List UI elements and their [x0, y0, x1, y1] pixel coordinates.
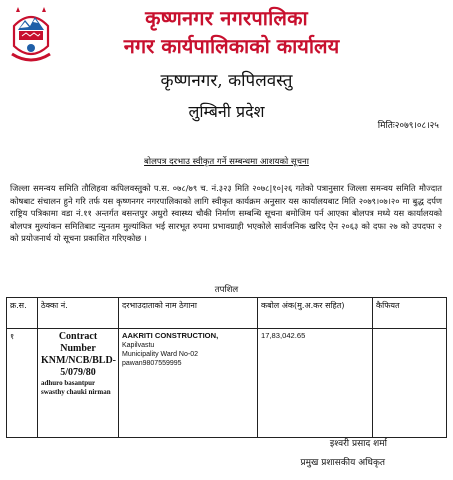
contract-description: adhuro basantpur swasthy chauki nirman — [41, 379, 111, 396]
municipality-name: कृष्णनगर नगरपालिका — [145, 6, 308, 30]
notice-subject: बोलपत्र दरभाउ स्वीकृत गर्ने सम्बन्धमा आशयको सूचना — [144, 157, 309, 167]
bidder-ward: Municipality Ward No-02 — [122, 351, 198, 358]
bid-table — [6, 297, 447, 438]
notice-body: जिल्ला समन्वय समिति तौलिहवा कपिलवस्तुको प.स. ०७८/७९ च. नं.३२३ मिति २०७८|१०|२६ गतेको पत्रानुसार जिल्ला समन्वय समिति मौज्दात कोषबाट संचालन हुने गरि तर्फ यस कृष्णनगर नगरपालिकाको लागि स्वीकृत कार्यक्रम अनुसार यस कार्यालयबाट मिति २०७९।०७।२० मा बुद्ध दर्पण राष्ट्रिय पत्रिकामा वडा नं.११ अन्तर्गत बसन्तपुर अधुरो स्वास्थ्य चौकी निर्माण सम्बन्धि सूचना बमोजिम पर्न आएका बोलपत्र मध्ये यस कार्यालयको बोलपत्र मुल्यांकन समितिबाट न्युनतम मुल्यांकित भई सारभूत रुपमा प्रभावग्राही भएकोले सार्वजनिक खरिद ऐन २०६३ को दफा २७ को उपदफा २ को प्रयोजनार्थ यो सूचना प्रकाशित गरिएकोछ । — [10, 183, 442, 243]
table-header-row — [7, 298, 447, 329]
header-bidder: दरभाउदाताको नाम ठेगाना — [119, 298, 258, 329]
signatory-title: प्रमुख प्रशासकीय अधिकृत — [300, 458, 385, 468]
table-caption: तपशिल — [214, 285, 239, 295]
bidder-name: AAKRITI CONSTRUCTION, — [122, 331, 219, 340]
office-address: कृष्णनगर, कपिलवस्तु — [160, 71, 293, 91]
table-row — [7, 329, 447, 438]
bidder-address: Kapilvastu — [122, 342, 155, 349]
nepal-government-emblem-icon — [8, 6, 54, 64]
cell-amount: 17,83,042.65 — [258, 329, 373, 438]
header-contract: ठेक्का नं. — [38, 298, 119, 329]
cell-bidder — [119, 329, 258, 438]
cell-contract — [38, 329, 119, 438]
signatory-name: इश्वरी प्रसाद शर्मा — [329, 439, 387, 449]
bidder-contact: pawan9807559995 — [122, 360, 182, 367]
notice-date: मितिः२०७९।०८।२५ — [377, 121, 439, 131]
cell-serial: १ — [7, 329, 38, 438]
header-amount: कबोल अंक(मु.अ.कर सहित) — [258, 298, 373, 329]
contract-number: Contract Number KNM/NCB/BLD-5/079/80 — [41, 331, 116, 378]
office-name: नगर कार्यपालिकाको कार्यालय — [123, 34, 340, 58]
cell-remarks — [373, 329, 447, 438]
header-serial: क्र.स. — [7, 298, 38, 329]
header-remarks: कैफियत — [373, 298, 447, 329]
province-name: लुम्बिनी प्रदेश — [188, 102, 265, 121]
